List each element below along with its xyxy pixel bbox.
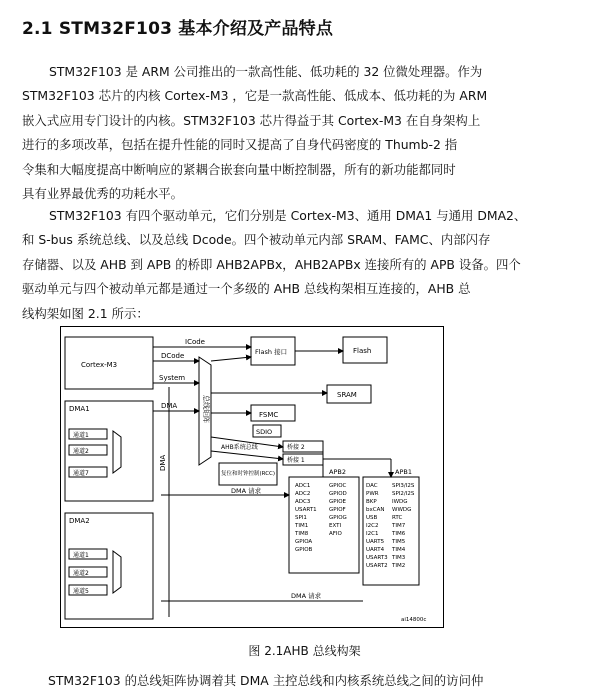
apb1-periph: IWDG xyxy=(392,499,408,505)
rcc-box xyxy=(219,463,277,485)
dma1-ch1: 通道1 xyxy=(73,432,89,439)
text-line: STM32F103 是 ARM 公司推出的一款高性能、低功耗的 32 位微处理器。作为 xyxy=(49,64,483,79)
apb1-periph: WWDG xyxy=(392,507,412,513)
apb1-periph: TIM2 xyxy=(392,563,406,569)
apb2-periph: SPI1 xyxy=(295,515,307,521)
apb1-periph: USB xyxy=(366,515,378,521)
fsmc-label: FSMC xyxy=(259,411,279,419)
paragraph-drive-units xyxy=(22,204,588,326)
apb1-periph: TIM4 xyxy=(392,547,406,553)
apb2-periph: GPIOC xyxy=(329,483,347,489)
text-line: STM32F103 的总线矩阵协调着其 DMA 主控总线和内核系统总线之间的访问仲 xyxy=(48,673,484,688)
apb1-periph: TIM3 xyxy=(392,555,406,561)
apb1-periph: TIM7 xyxy=(392,523,406,529)
apb1-periph: USART3 xyxy=(366,555,388,561)
flash-if-label: Flash 接口 xyxy=(255,348,288,356)
apb1-periph: TIM5 xyxy=(392,539,406,545)
apb1-periph: TIM6 xyxy=(392,531,406,537)
text-line: STM32F103 有四个驱动单元，它们分别是 Cortex-M3、通用 DMA1 与通用 DMA2、 xyxy=(49,208,527,223)
text-line: 线构架如图 2.1 所示： xyxy=(22,305,149,321)
dma-bus-label: DMA xyxy=(161,402,178,410)
apb1-label: APB1 xyxy=(395,468,412,476)
apb2-periph: GPIOB xyxy=(295,547,313,553)
text-line: STM32F103 芯片的内核 Cortex-M3 ，它是一款高性能、低成本、低功耗的为 ARM xyxy=(22,88,488,104)
dcode-label: DCode xyxy=(161,352,185,360)
dma2-box xyxy=(65,513,153,619)
fsmc-box xyxy=(251,405,295,421)
cortex-box xyxy=(65,337,153,389)
text-line: 和 S-bus 系统总线、以及总线 Dcode。四个被动单元内部 SRAM、FAMC、内部闪存 xyxy=(22,232,491,248)
apb2-box xyxy=(289,477,359,573)
apb2-periph: TIM8 xyxy=(295,531,309,537)
apb2-periph: GPIOE xyxy=(329,499,347,505)
section-heading: 2.1 STM32F103 基本介绍及产品特点 xyxy=(22,19,334,39)
apb1-periph: RTC xyxy=(392,515,403,521)
dma-request-1: DMA 请求 xyxy=(231,487,262,495)
sdio-box xyxy=(253,425,281,437)
dma1-label: DMA1 xyxy=(69,405,90,413)
apb1-periph: I2C1 xyxy=(366,531,379,537)
figure-caption: 图 2.1AHB 总线构架 xyxy=(248,644,361,658)
dma2-label: DMA2 xyxy=(69,517,90,525)
text-line: 嵌入式应用专门设计的内核。STM32F103 芯片得益于其 Cortex-M3 在自身架构上 xyxy=(22,112,481,128)
dma-vertical-label: DMA xyxy=(159,454,167,471)
sram-label: SRAM xyxy=(337,391,357,399)
bridge1-box xyxy=(283,454,323,465)
apb2-periph: GPIOA xyxy=(295,539,313,545)
apb1-periph: BKP xyxy=(366,499,377,505)
matrix-label: 总线矩阵 xyxy=(202,395,210,423)
apb2-periph: USART1 xyxy=(295,507,317,513)
apb2-periph: ADC3 xyxy=(295,499,311,505)
paragraph-intro xyxy=(22,60,588,206)
apb2-periph: ADC1 xyxy=(295,483,311,489)
apb2-periph: TIM1 xyxy=(295,523,309,529)
apb1-periph: I2C2 xyxy=(366,523,379,529)
flash-if-box xyxy=(251,337,295,365)
dma1-ch7: 通道7 xyxy=(73,470,89,477)
diagram-svg xyxy=(61,327,443,627)
sdio-label: SDIO xyxy=(256,428,273,436)
dma2-ch1: 通道1 xyxy=(73,552,89,559)
rcc-label: 复位和时钟控制(RCC) xyxy=(221,471,276,477)
flash-box xyxy=(343,337,387,363)
apb1-periph: USART2 xyxy=(366,563,388,569)
bridge2-label: 桥接 2 xyxy=(287,444,305,451)
figure-ref-code: ai14800c xyxy=(401,617,427,623)
dma1-ch2: 通道2 xyxy=(73,448,89,455)
bridge1-label: 桥接 1 xyxy=(287,457,305,464)
apb1-periph: SPI2/I2S xyxy=(392,491,415,497)
ahb-bus-diagram xyxy=(60,326,444,628)
dma1-box xyxy=(65,401,153,501)
apb1-periph: bxCAN xyxy=(366,507,385,513)
flash-label: Flash xyxy=(353,347,372,355)
dma-request-2: DMA 请求 xyxy=(291,592,322,600)
text-line: 进行的多项改革，包括在提升性能的同时又提高了自身代码密度的 Thumb-2 指 xyxy=(22,137,458,153)
apb2-periph: ADC2 xyxy=(295,491,311,497)
apb2-periph: EXTI xyxy=(329,523,342,529)
apb2-periph: GPIOG xyxy=(329,515,347,521)
apb1-periph: UART4 xyxy=(366,547,385,553)
cortex-label: Cortex-M3 xyxy=(81,361,118,369)
text-line: 存储器、以及 AHB 到 APB 的桥即 AHB2APBx，AHB2APBx 连接所有的 APB 设备。四个 xyxy=(22,256,521,272)
apb1-periph: DAC xyxy=(366,483,378,489)
text-line: 具有业界最优秀的功耗水平。 xyxy=(22,186,184,202)
matrix-shape xyxy=(199,357,211,465)
dma2-ch5: 通道5 xyxy=(73,588,89,595)
bridge2-box xyxy=(283,441,323,452)
apb1-periph: SPI3/I2S xyxy=(392,483,415,489)
dma2-ch2: 通道2 xyxy=(73,570,89,577)
apb1-periph: UART5 xyxy=(366,539,385,545)
sram-box xyxy=(327,385,371,403)
apb2-periph: AFIO xyxy=(329,531,342,537)
text-line: 令集和大幅度提高中断响应的紧耦合嵌套向量中断控制器，所有的新功能都同时 xyxy=(22,161,456,177)
apb1-box xyxy=(363,477,419,585)
apb2-label: APB2 xyxy=(329,468,346,476)
icode-label: ICode xyxy=(185,338,205,346)
ahb-sys-label: AHB系统总线 xyxy=(221,444,258,451)
apb1-periph: PWR xyxy=(366,491,379,497)
system-label: System xyxy=(159,374,186,382)
text-line: 驱动单元与四个被动单元都是通过一个多级的 AHB 总线构架相互连接的，AHB 总 xyxy=(22,281,471,297)
apb2-periph: GPIOF xyxy=(329,507,346,513)
apb2-periph: GPIOD xyxy=(329,491,347,497)
